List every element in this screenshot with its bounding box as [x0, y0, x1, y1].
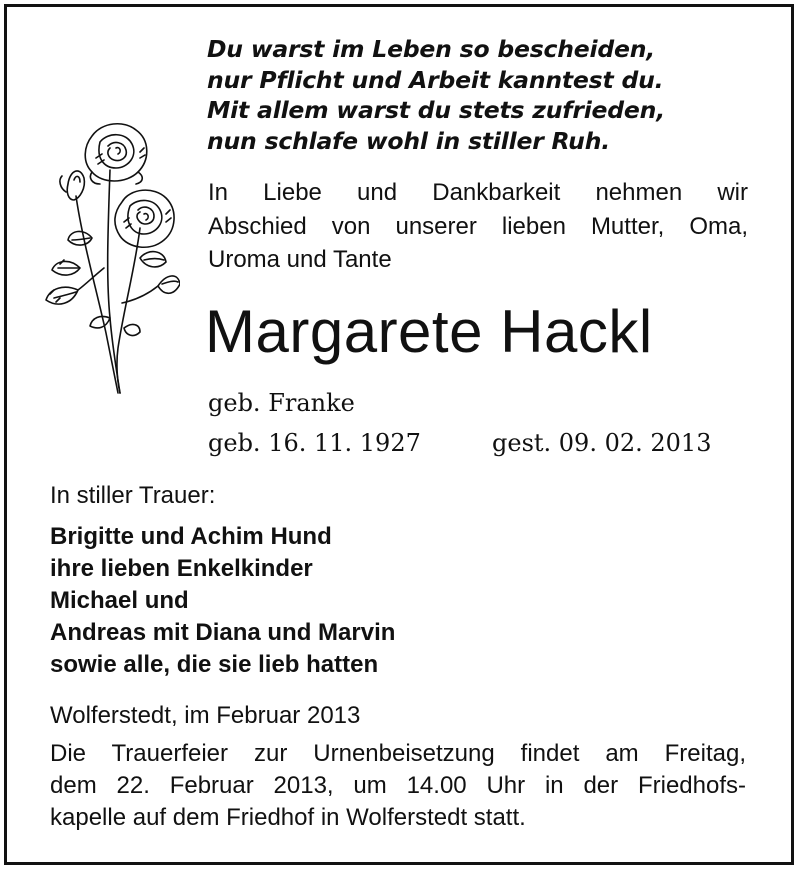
service-line: kapelle auf dem Friedhof in Wolferstedt statt. — [50, 804, 526, 831]
mourner-line: Michael und — [50, 587, 189, 614]
birth-date: geb. 16. 11. 1927 — [208, 429, 421, 457]
mourner-line: sowie alle, die sie lieb hatten — [50, 651, 379, 678]
poem-line: nur Pflicht und Arbeit kanntest du. — [207, 65, 664, 94]
poem-line: nun schlafe wohl in stiller Ruh. — [207, 126, 610, 155]
maiden-name: geb. Franke — [208, 389, 355, 417]
mourners-list — [50, 521, 395, 681]
memorial-poem — [207, 34, 665, 156]
mourner-line: Brigitte und Achim Hund — [50, 523, 332, 550]
intro-line: In Liebe und Dankbarkeit nehmen wir — [208, 179, 748, 206]
poem-line: Du warst im Leben so bescheiden, — [207, 35, 656, 63]
funeral-service-info — [50, 738, 746, 834]
mourner-line: Andreas mit Diana und Marvin — [50, 619, 396, 646]
poem-line: Mit allem warst du stets zufrieden, — [207, 96, 665, 124]
place-and-date: Wolferstedt, im Februar 2013 — [50, 702, 361, 729]
service-line: Die Trauerfeier zur Urnenbeisetzung findet am Freitag, — [50, 740, 746, 767]
intro-line: Uroma und Tante — [208, 246, 392, 273]
mourning-label: In stiller Trauer: — [50, 482, 216, 509]
intro-line: Abschied von unserer lieben Mutter, Oma, — [208, 212, 748, 240]
farewell-intro — [208, 176, 748, 277]
deceased-name: Margarete Hackl — [205, 298, 653, 365]
death-date: gest. 09. 02. 2013 — [492, 429, 712, 457]
service-line: dem 22. Februar 2013, um 14.00 Uhr in der Friedhofs- — [50, 772, 746, 799]
rose-icon — [40, 118, 180, 398]
mourner-line: ihre lieben Enkelkinder — [50, 555, 313, 582]
